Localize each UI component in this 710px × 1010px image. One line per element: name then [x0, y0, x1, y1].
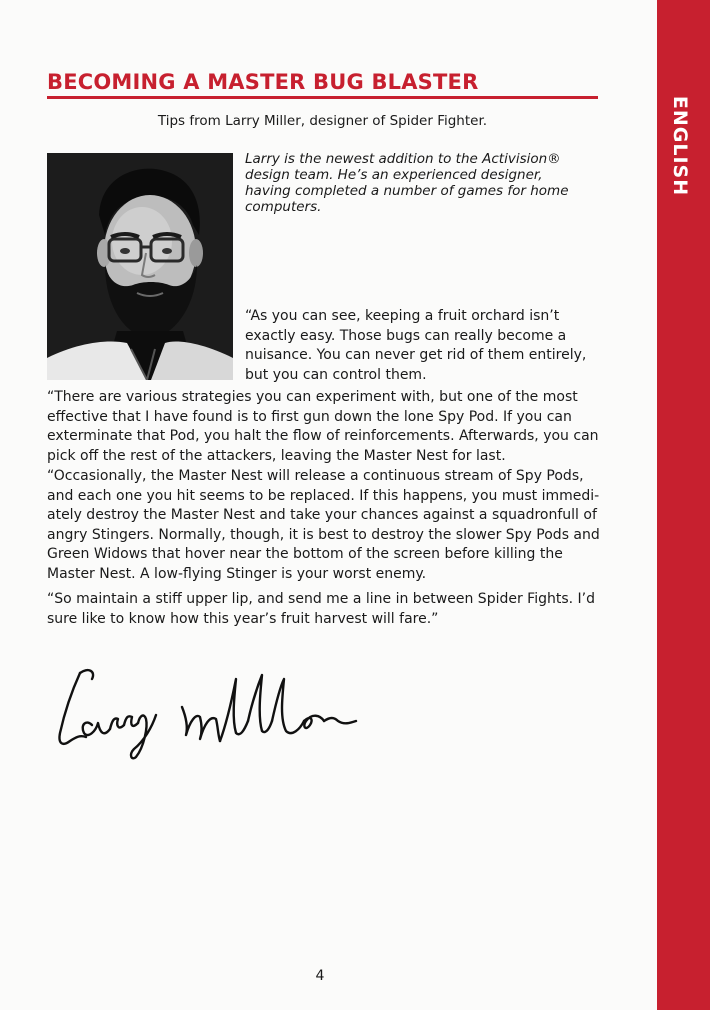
portrait-photo [47, 153, 233, 380]
quote-paragraph: “So maintain a stiff upper lip, and send me a line in between Spider Fights. I’d sure like to know how this year’s fruit harvest will fare.” [47, 591, 596, 627]
handwritten-signature [40, 655, 370, 765]
portrait-photo-icon [47, 153, 233, 380]
quote-paragraph: “There are various strategies you can experiment with, but one of the most effective that I have found is to first gun down the lone Spy Pod. If you can exterminate that Pod, you halt the flow of reinforcements. Afterwards, you can pick off the rest of the attackers, leaving the Master Nest for last. [47, 389, 599, 464]
language-tab-label: ENGLISH [669, 95, 691, 197]
page-subtitle: Tips from Larry Miller, designer of Spider Fighter. [157, 113, 488, 129]
designer-bio: Larry is the newest addition to the Activision® design team. He’s an experienced designer, having completed a number of games for home computers. [245, 151, 569, 215]
page-number: 4 [315, 968, 325, 984]
title-underline [47, 96, 598, 99]
signature-icon [40, 655, 370, 765]
quote-intro-paragraph: “As you can see, keeping a fruit orchard isn’t exactly easy. Those bugs can really become a nuisance. You can never get rid of them entirely, but you can control them. [245, 308, 587, 383]
quote-paragraph: “Occasionally, the Master Nest will release a continuous stream of Spy Pods, and each one you hit seems to be replaced. If this happens, you must immediately destroy the Master Nest and take your chances against a squadronfull of angry Stingers. Normally, though, it is best to destroy the slower Spy Pods and Green Widows that hover near the bottom of the screen before killing the Master Nest. A low-flying Stinger is your worst enemy. [47, 468, 600, 582]
page-title: BECOMING A MASTER BUG BLASTER [47, 70, 479, 94]
